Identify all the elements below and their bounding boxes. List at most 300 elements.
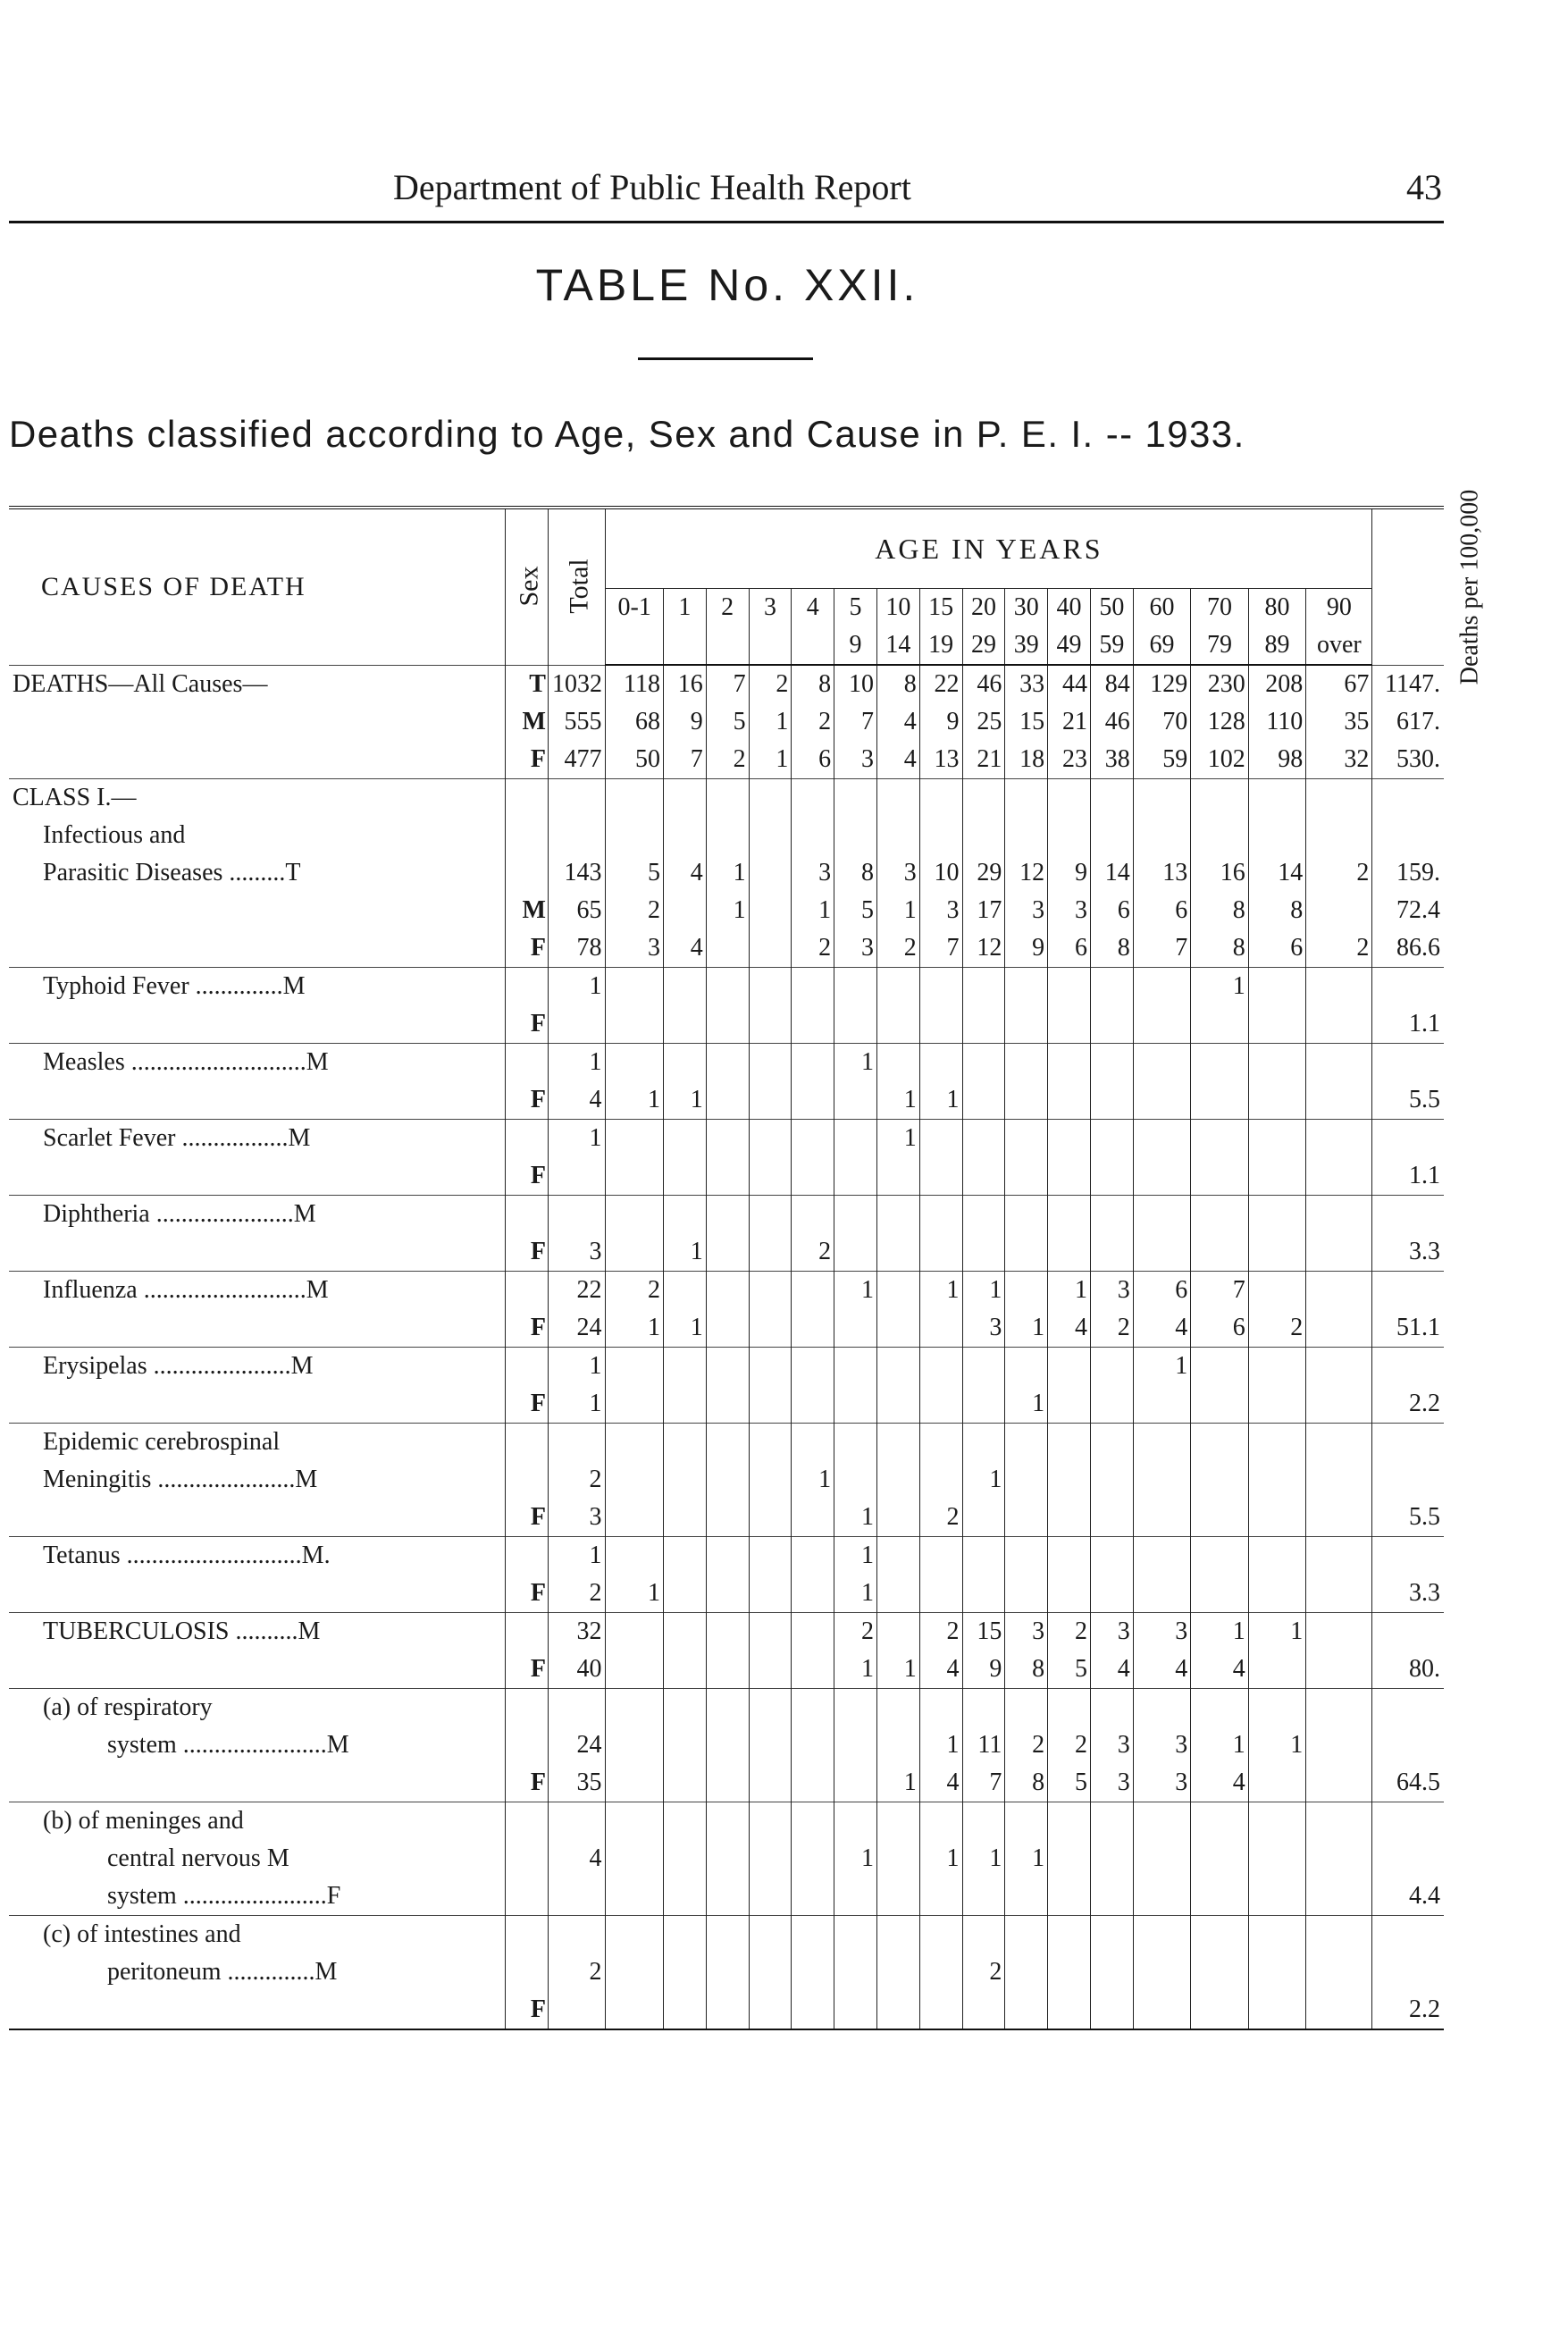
- age-cell: [1306, 1120, 1372, 1158]
- age-cell: [749, 1461, 792, 1499]
- age-cell: [749, 1044, 792, 1082]
- age-cell: 2: [792, 1233, 834, 1272]
- age-cell: [749, 1120, 792, 1158]
- age-cell: 6: [1090, 892, 1133, 929]
- age-cell: [1133, 1044, 1191, 1082]
- age-cell: [1090, 817, 1133, 854]
- age-cell: [1090, 1689, 1133, 1727]
- age-cell: [663, 1726, 706, 1764]
- age-cell: [1306, 1575, 1372, 1613]
- age-cell: [1090, 1991, 1133, 2029]
- table-row: [9, 1272, 1444, 1310]
- total-cell: [548, 1802, 606, 1841]
- age-cell: [706, 1689, 749, 1727]
- age-cell: 1: [919, 1272, 962, 1310]
- age-cell: [962, 1120, 1005, 1158]
- age-cell: [1133, 1385, 1191, 1424]
- age-cell: 1: [663, 1233, 706, 1272]
- rate-cell: [1372, 1537, 1444, 1575]
- age-cell: 6: [1133, 892, 1191, 929]
- age-cell: 2: [1048, 1726, 1091, 1764]
- age-col-start: 2: [706, 589, 749, 627]
- age-cell: 1: [876, 1651, 919, 1689]
- age-cell: 8: [1005, 1764, 1048, 1802]
- age-cell: 16: [1191, 854, 1249, 892]
- age-cell: 8: [1191, 929, 1249, 968]
- age-cell: [749, 1233, 792, 1272]
- age-cell: [1005, 1575, 1048, 1613]
- total-cell: 24: [548, 1726, 606, 1764]
- cause-label: [9, 1005, 506, 1044]
- age-cell: [834, 1081, 877, 1120]
- rate-cell: [1372, 968, 1444, 1006]
- age-cell: [663, 1272, 706, 1310]
- age-cell: [792, 1120, 834, 1158]
- total-cell: 1: [548, 968, 606, 1006]
- total-cell: [548, 1005, 606, 1044]
- age-cell: 7: [834, 703, 877, 741]
- age-cell: 4: [1133, 1309, 1191, 1348]
- age-cell: 208: [1248, 665, 1306, 703]
- sex-cell: F: [506, 1385, 549, 1424]
- age-cell: [1248, 1233, 1306, 1272]
- age-cell: [919, 1044, 962, 1082]
- age-cell: 1: [834, 1499, 877, 1537]
- age-cell: [1248, 1348, 1306, 1386]
- age-cell: 15: [1005, 703, 1048, 741]
- age-cell: [606, 1461, 664, 1499]
- age-cell: [706, 1878, 749, 1916]
- age-cell: [1191, 1044, 1249, 1082]
- age-cell: [834, 1233, 877, 1272]
- age-cell: 12: [962, 929, 1005, 968]
- age-cell: [1191, 1348, 1249, 1386]
- age-cell: 1: [919, 1081, 962, 1120]
- age-cell: 3: [792, 854, 834, 892]
- age-cell: [876, 1537, 919, 1575]
- age-cell: [1191, 817, 1249, 854]
- age-cell: [1005, 1953, 1048, 1991]
- age-cell: [1090, 1499, 1133, 1537]
- age-cell: [1306, 1764, 1372, 1802]
- age-cell: 1: [919, 1840, 962, 1878]
- rate-cell: 64.5: [1372, 1764, 1444, 1802]
- age-cell: 8: [1191, 892, 1249, 929]
- age-cell: [1191, 1802, 1249, 1841]
- cause-label: [9, 1764, 506, 1802]
- age-cell: [834, 1916, 877, 1954]
- age-cell: [919, 1916, 962, 1954]
- cause-label: CLASS I.—: [9, 779, 506, 818]
- age-cell: [876, 1233, 919, 1272]
- sex-cell: [506, 1953, 549, 1991]
- table-row: [9, 1613, 1444, 1651]
- age-cell: [1306, 1537, 1372, 1575]
- age-cell: [792, 1385, 834, 1424]
- age-col-start: 80: [1248, 589, 1306, 627]
- sex-cell: [506, 1196, 549, 1234]
- age-cell: [1133, 1575, 1191, 1613]
- age-cell: [1133, 1157, 1191, 1196]
- age-cell: 8: [1005, 1651, 1048, 1689]
- age-cell: [1048, 968, 1091, 1006]
- age-cell: [1133, 1916, 1191, 1954]
- table-row: [9, 1953, 1444, 1991]
- age-cell: [749, 779, 792, 818]
- age-cell: 22: [919, 665, 962, 703]
- cause-label: peritoneum ..............M: [107, 1958, 338, 1986]
- age-cell: [1048, 1348, 1091, 1386]
- age-cell: 2: [792, 703, 834, 741]
- age-cell: [663, 1764, 706, 1802]
- age-cell: [792, 1575, 834, 1613]
- age-cell: [1090, 968, 1133, 1006]
- age-cell: [834, 1196, 877, 1234]
- cause-label: (b) of meninges and: [9, 1802, 506, 1841]
- age-cell: [1191, 1575, 1249, 1613]
- total-cell: 1032: [548, 665, 606, 703]
- age-cell: [749, 1499, 792, 1537]
- age-cell: 21: [1048, 703, 1091, 741]
- age-cell: 16: [663, 665, 706, 703]
- age-cell: 2: [1306, 929, 1372, 968]
- total-cell: 2: [548, 1575, 606, 1613]
- age-cell: [606, 779, 664, 818]
- age-cell: 2: [1248, 1309, 1306, 1348]
- age-cell: 1: [876, 1120, 919, 1158]
- age-cell: [1248, 1537, 1306, 1575]
- age-cell: [792, 1613, 834, 1651]
- age-cell: [706, 1461, 749, 1499]
- age-cell: [749, 854, 792, 892]
- age-cell: [606, 1157, 664, 1196]
- rate-cell: 86.6: [1372, 929, 1444, 968]
- age-cell: [919, 1196, 962, 1234]
- age-cell: [1306, 1651, 1372, 1689]
- cause-label: (c) of intestines and: [9, 1916, 506, 1954]
- age-cell: [792, 779, 834, 818]
- age-cell: 6: [1248, 929, 1306, 968]
- age-cell: [919, 1348, 962, 1386]
- age-cell: 1: [962, 1840, 1005, 1878]
- rate-cell: 2.2: [1372, 1385, 1444, 1424]
- total-cell: [548, 1157, 606, 1196]
- sex-cell: M: [506, 703, 549, 741]
- age-cell: [962, 968, 1005, 1006]
- total-cell: 4: [548, 1081, 606, 1120]
- age-col-start: 15: [919, 589, 962, 627]
- age-cell: 17: [962, 892, 1005, 929]
- total-cell: 40: [548, 1651, 606, 1689]
- rate-cell: 1.1: [1372, 1005, 1444, 1044]
- age-cell: [962, 1575, 1005, 1613]
- title-divider: [638, 357, 813, 360]
- age-cell: [663, 1916, 706, 1954]
- age-cell: 3: [1005, 1613, 1048, 1651]
- age-cell: 7: [1133, 929, 1191, 968]
- rate-cell: 80.: [1372, 1651, 1444, 1689]
- age-cell: 1: [606, 1081, 664, 1120]
- age-cell: [606, 1005, 664, 1044]
- age-cell: [1191, 779, 1249, 818]
- age-cell: [706, 1272, 749, 1310]
- age-cell: [1005, 1120, 1048, 1158]
- rate-cell: 5.5: [1372, 1081, 1444, 1120]
- age-cell: [606, 1764, 664, 1802]
- age-cell: [792, 968, 834, 1006]
- age-cell: [1191, 1196, 1249, 1234]
- cause-label: Infectious and: [43, 821, 186, 849]
- age-cell: [1005, 1044, 1048, 1082]
- age-cell: [919, 1802, 962, 1841]
- age-cell: [706, 1537, 749, 1575]
- age-cell: [1005, 1878, 1048, 1916]
- age-cell: [1005, 1499, 1048, 1537]
- age-cell: 46: [1090, 703, 1133, 741]
- age-cell: [1090, 1575, 1133, 1613]
- age-cell: [1090, 1424, 1133, 1462]
- age-cell: [1048, 1953, 1091, 1991]
- age-col-start: 4: [792, 589, 834, 627]
- age-cell: 110: [1248, 703, 1306, 741]
- rate-cell: [1372, 817, 1444, 854]
- age-cell: [749, 817, 792, 854]
- age-cell: 5: [834, 892, 877, 929]
- age-cell: [1191, 1233, 1249, 1272]
- sex-cell: [506, 1424, 549, 1462]
- age-cell: [792, 1916, 834, 1954]
- age-cell: 2: [792, 929, 834, 968]
- age-cell: [663, 1461, 706, 1499]
- age-cell: 230: [1191, 665, 1249, 703]
- age-col-end: 59: [1090, 626, 1133, 665]
- cause-label: [9, 1575, 506, 1613]
- age-cell: 3: [834, 741, 877, 779]
- age-cell: 8: [1090, 929, 1133, 968]
- rate-cell: [1372, 1424, 1444, 1462]
- age-cell: 11: [962, 1726, 1005, 1764]
- age-cell: [606, 1196, 664, 1234]
- age-cell: 10: [834, 665, 877, 703]
- table-row: [9, 1385, 1444, 1424]
- age-cell: [876, 1499, 919, 1537]
- age-cell: [1248, 1878, 1306, 1916]
- table-row: [9, 1802, 1444, 1841]
- age-cell: 1: [876, 892, 919, 929]
- age-col-end: over: [1306, 626, 1372, 665]
- age-cell: [1133, 779, 1191, 818]
- age-cell: [876, 1196, 919, 1234]
- age-cell: 67: [1306, 665, 1372, 703]
- total-cell: 1: [548, 1537, 606, 1575]
- table-row: [9, 1081, 1444, 1120]
- table-row: [9, 779, 1444, 818]
- age-cell: [919, 1120, 962, 1158]
- age-cell: 32: [1306, 741, 1372, 779]
- age-cell: [792, 1953, 834, 1991]
- age-cell: 68: [606, 703, 664, 741]
- age-cell: [749, 892, 792, 929]
- age-cell: 7: [919, 929, 962, 968]
- age-cell: [1133, 1424, 1191, 1462]
- table-row: [9, 1878, 1444, 1916]
- total-cell: 1: [548, 1348, 606, 1386]
- age-cell: [1133, 1120, 1191, 1158]
- age-cell: 1: [1191, 968, 1249, 1006]
- age-cell: [876, 1385, 919, 1424]
- total-cell: 24: [548, 1309, 606, 1348]
- rate-cell: 5.5: [1372, 1499, 1444, 1537]
- sex-cell: [506, 1044, 549, 1082]
- age-cell: [1306, 892, 1372, 929]
- age-cell: 2: [919, 1499, 962, 1537]
- sex-cell: F: [506, 929, 549, 968]
- age-cell: 6: [792, 741, 834, 779]
- age-cell: [1306, 817, 1372, 854]
- sex-cell: F: [506, 1309, 549, 1348]
- age-cell: [749, 1309, 792, 1348]
- table-row: [9, 817, 1444, 854]
- age-cell: [1248, 817, 1306, 854]
- page-header: [9, 163, 1444, 225]
- total-cell: [548, 817, 606, 854]
- age-cell: 3: [876, 854, 919, 892]
- age-cell: [962, 817, 1005, 854]
- cause-label: Typhoid Fever ..............M: [9, 968, 506, 1006]
- age-cell: [919, 1157, 962, 1196]
- age-cell: [606, 1689, 664, 1727]
- table-row: [9, 1840, 1444, 1878]
- cause-label: Influenza ..........................M: [9, 1272, 506, 1310]
- age-cell: [706, 1991, 749, 2029]
- age-cell: [1090, 1802, 1133, 1841]
- age-cell: 6: [1133, 1272, 1191, 1310]
- age-col-end: [663, 626, 706, 665]
- table-row: [9, 1575, 1444, 1613]
- age-cell: 35: [1306, 703, 1372, 741]
- age-cell: [1248, 1916, 1306, 1954]
- age-cell: 29: [962, 854, 1005, 892]
- age-cell: 6: [1191, 1309, 1249, 1348]
- age-cell: [1191, 1840, 1249, 1878]
- age-cell: [1048, 1081, 1091, 1120]
- total-cell: 22: [548, 1272, 606, 1310]
- age-cell: [1090, 1005, 1133, 1044]
- age-cell: [706, 1499, 749, 1537]
- age-cell: [1306, 1272, 1372, 1310]
- age-cell: [1133, 1689, 1191, 1727]
- cause-label: [9, 892, 506, 929]
- age-cell: [1090, 1461, 1133, 1499]
- cause-label: [9, 1081, 506, 1120]
- age-cell: [706, 968, 749, 1006]
- sex-cell: [506, 854, 549, 892]
- age-cell: 4: [919, 1651, 962, 1689]
- table-row: [9, 854, 1444, 892]
- sex-cell: [506, 1272, 549, 1310]
- rate-cell: [1372, 1196, 1444, 1234]
- age-cell: [876, 1157, 919, 1196]
- age-cell: [834, 968, 877, 1006]
- age-cell: [1248, 1991, 1306, 2029]
- total-cell: [548, 1689, 606, 1727]
- rate-cell: [1372, 1348, 1444, 1386]
- age-cell: [606, 1499, 664, 1537]
- age-cell: [606, 1613, 664, 1651]
- age-cell: [1248, 1499, 1306, 1537]
- age-cell: [876, 1309, 919, 1348]
- age-cell: [919, 779, 962, 818]
- age-cell: 4: [876, 741, 919, 779]
- table-row: [9, 665, 1444, 703]
- age-cell: [1306, 1385, 1372, 1424]
- age-cell: [792, 1802, 834, 1841]
- cause-label: (a) of respiratory: [9, 1689, 506, 1727]
- age-cell: 7: [1191, 1272, 1249, 1310]
- age-cell: [749, 1385, 792, 1424]
- age-cell: [1306, 1499, 1372, 1537]
- age-cell: [834, 1348, 877, 1386]
- age-cell: [1048, 1575, 1091, 1613]
- age-col-start: 20: [962, 589, 1005, 627]
- cause-label: system .......................M: [107, 1731, 349, 1759]
- age-cell: [663, 968, 706, 1006]
- age-cell: [962, 779, 1005, 818]
- page-number: 43: [1406, 167, 1442, 207]
- age-cell: 1: [663, 1081, 706, 1120]
- age-cell: [876, 1575, 919, 1613]
- age-cell: [706, 1840, 749, 1878]
- age-cell: [962, 1878, 1005, 1916]
- age-cell: [1090, 1878, 1133, 1916]
- age-cell: [749, 1081, 792, 1120]
- age-col-start: 1: [663, 589, 706, 627]
- sex-cell: F: [506, 1651, 549, 1689]
- total-cell: [548, 1878, 606, 1916]
- rate-cell: 617.: [1372, 703, 1444, 741]
- age-cell: [1133, 1196, 1191, 1234]
- age-cell: [876, 1272, 919, 1310]
- age-cell: [1090, 1953, 1133, 1991]
- age-cell: [792, 1157, 834, 1196]
- age-cell: 13: [919, 741, 962, 779]
- age-cell: [1090, 779, 1133, 818]
- age-col-end: 14: [876, 626, 919, 665]
- age-cell: [1048, 1991, 1091, 2029]
- table-row: [9, 1499, 1444, 1537]
- age-cell: [876, 1991, 919, 2029]
- age-cell: 118: [606, 665, 664, 703]
- cause-label: [9, 1499, 506, 1537]
- age-cell: [792, 1991, 834, 2029]
- total-cell: 143: [548, 854, 606, 892]
- age-cell: [1005, 1424, 1048, 1462]
- age-cell: [1248, 779, 1306, 818]
- age-cell: [919, 817, 962, 854]
- table-subtitle: Deaths classified according to Age, Sex and Cause in P. E. I. -- 1933.: [9, 413, 1245, 455]
- age-cell: 1: [1191, 1613, 1249, 1651]
- age-cell: [876, 1953, 919, 1991]
- age-cell: [962, 1348, 1005, 1386]
- rate-cell: [1372, 1802, 1444, 1841]
- age-cell: [1191, 1120, 1249, 1158]
- age-cell: [1191, 1916, 1249, 1954]
- sex-cell: [506, 1916, 549, 1954]
- age-col-end: [792, 626, 834, 665]
- age-cell: [706, 1309, 749, 1348]
- age-cell: [663, 817, 706, 854]
- cause-label: Diphtheria ......................M: [9, 1196, 506, 1234]
